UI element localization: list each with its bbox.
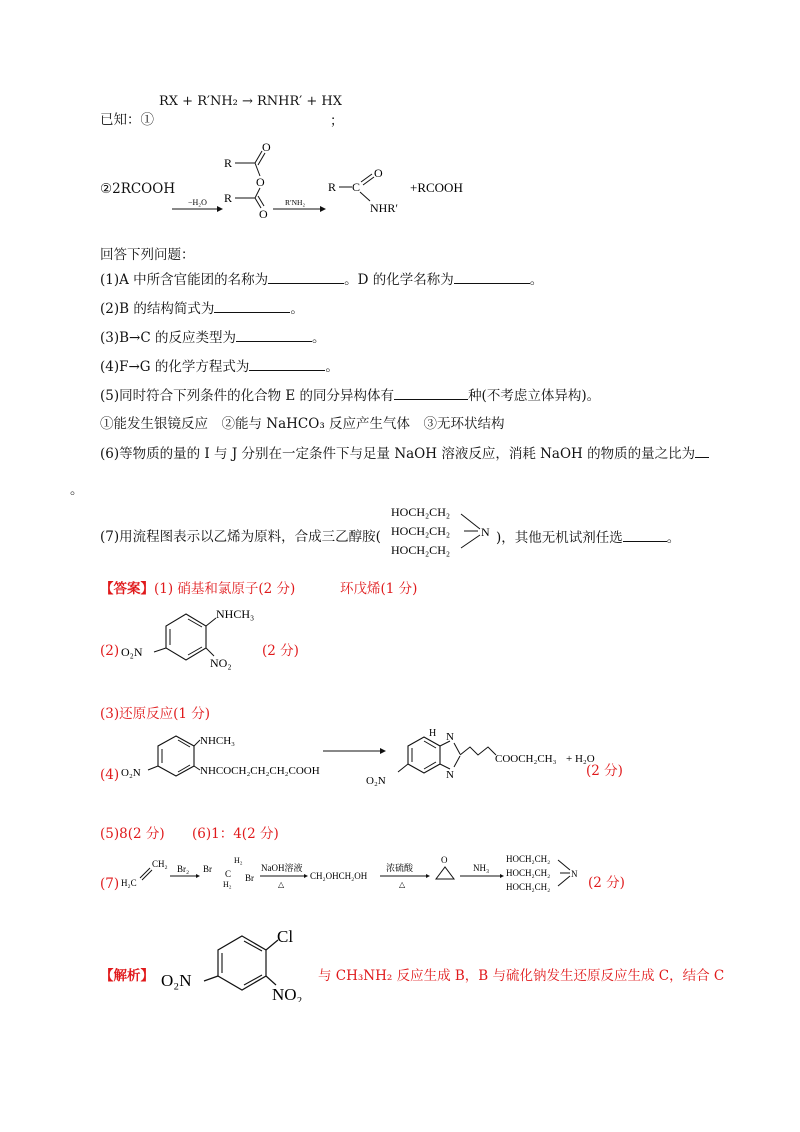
answer-7-score: (2 分) [588,875,625,891]
svg-text:NHCH₃: NHCH₃ [200,735,236,747]
known-eq1-end: ； [330,113,344,129]
svg-text:HOCH₂CH₂: HOCH₂CH₂ [391,543,451,557]
question-7-text-a: (7)用流程图表示以乙烯为原料，合成三乙醇胺( [100,529,381,545]
amide-nhr: NHR′ [370,201,398,215]
answer-2-label: (2) [100,643,120,659]
svg-text:NHCH₃: NHCH₃ [216,607,255,621]
answer-5: (5)8(2 分) [100,826,165,842]
anhydride-o-1: O [262,140,271,154]
svg-text:NHCOCH₂CH₂CH₂COOH: NHCOCH₂CH₂CH₂COOH [200,765,320,777]
analysis-structure [158,918,323,1002]
question-5-conditions: ①能发生银镜反应 ②能与 NaHCO₃ 反应产生气体 ③无环状结构 [100,416,505,432]
anhydride-o-bridge: O [256,175,265,189]
arrow-1-condition: −H₂O [188,198,207,207]
question-3: (3)B→C 的反应类型为 。 [100,330,326,346]
question-6-end: 。 [70,482,84,498]
answer-7-route [118,848,588,896]
answer-blank[interactable] [249,357,325,371]
analysis-text: 与 CH₃NH₂ 反应生成 B，B 与硫化钠发生还原反应生成 C，结合 C [318,968,725,984]
svg-text:Br: Br [203,864,212,874]
svg-text:HOCH₂CH₂: HOCH₂CH₂ [391,524,451,538]
anhydride-amide-scheme [170,140,480,225]
svg-text:NO₂: NO₂ [210,656,232,670]
amide-r: R [328,180,337,194]
question-4: (4)F→G 的化学方程式为 。 [100,359,339,375]
svg-text:H: H [429,728,437,739]
svg-text:CH₂: CH₂ [152,859,168,869]
svg-text:HOCH₂CH₂: HOCH₂CH₂ [506,868,551,878]
svg-text:NaOH溶液: NaOH溶液 [261,863,303,873]
svg-text:HOCH₂CH₂: HOCH₂CH₂ [506,882,551,892]
svg-text:HOCH₂CH₂: HOCH₂CH₂ [391,505,451,519]
answer-blank[interactable] [623,528,667,542]
svg-text:+ H₂O: + H₂O [566,753,595,765]
svg-text:△: △ [278,880,285,889]
known-label-2: ②2RCOOH [100,181,176,197]
question-1: (1)A 中所含官能团的名称为 。D 的化学名称为 。 [100,272,544,288]
amide-c: C [352,180,361,194]
svg-text:Br: Br [245,873,254,883]
arrow-1-head [217,206,223,212]
known-prefix: 已知：① [100,112,154,128]
svg-text:NO₂: NO₂ [272,985,303,1002]
svg-text:H₂C: H₂C [121,878,137,888]
svg-text:Br₂: Br₂ [177,864,190,874]
question-7-text-b: )，其他无机试剂任选 。 [496,530,681,546]
svg-text:N: N [446,731,454,743]
svg-text:O₂N: O₂N [366,775,386,787]
answer-tag: 【答案】 [100,581,154,597]
svg-text:H₂: H₂ [223,880,232,889]
question-6: (6)等物质的量的 I 与 J 分别在一定条件下与足量 NaOH 溶液反应，消耗 NaOH 的物质的量之比为 [100,444,709,463]
product-rcooh: +RCOOH [410,180,463,195]
answer-4-equation [118,726,638,792]
anhydride-o-2: O [259,207,268,221]
known-equation-1: RX + R′NH₂ → RNHR′ + HX [159,94,343,109]
answer-blank[interactable] [214,299,290,313]
svg-text:N: N [571,869,578,879]
answer-blank[interactable] [394,386,468,400]
question-2: (2)B 的结构简式为 。 [100,301,304,317]
answer-3: (3)还原反应(1 分) [100,706,211,722]
svg-text:COOCH₂CH₃: COOCH₂CH₃ [495,753,557,765]
answer-4-score: (2 分) [586,763,623,779]
answer-7-label: (7) [100,876,120,892]
answer-1: (1) 硝基和氯原子(2 分) [154,581,296,597]
svg-text:浓硫酸: 浓硫酸 [386,863,414,873]
svg-text:C: C [225,869,232,879]
anhydride-r-top: R [224,156,233,170]
analysis-tag: 【解析】 [100,968,154,984]
svg-text:N: N [481,525,490,539]
anhydride-r-bottom: R [224,191,233,205]
svg-text:H₂: H₂ [234,856,243,865]
answer-blank[interactable] [268,270,344,284]
answer-blank[interactable] [454,270,530,284]
svg-text:O₂N: O₂N [161,971,192,990]
svg-text:N: N [446,769,454,781]
svg-text:O₂N: O₂N [121,645,143,659]
svg-text:△: △ [399,880,406,889]
svg-text:NH₃: NH₃ [473,863,490,873]
answer-blank[interactable] [236,328,312,342]
amide-o: O [374,166,383,180]
answer-section [100,580,295,598]
answer-1b: 环戊烯(1 分) [340,581,418,597]
svg-text:Cl: Cl [277,927,294,946]
answer-6: (6)1：4(2 分) [192,826,279,842]
svg-text:CH₂OHCH₂OH: CH₂OHCH₂OH [310,871,368,881]
answer-2-structure [118,600,258,672]
answer-2-score: (2 分) [262,643,299,659]
arrow-2-condition: R′NH₂ [285,198,306,207]
svg-text:O₂N: O₂N [121,767,141,779]
svg-text:HOCH₂CH₂: HOCH₂CH₂ [506,854,551,864]
answer-blank[interactable] [695,444,709,458]
triethanolamine-structure [388,503,498,561]
answer-4-label: (4) [100,767,120,783]
question-5: (5)同时符合下列条件的化合物 E 的同分异构体有 种(不考虑立体异构)。 [100,388,601,404]
svg-text:O: O [441,855,448,865]
prompt: 回答下列问题： [100,247,195,263]
